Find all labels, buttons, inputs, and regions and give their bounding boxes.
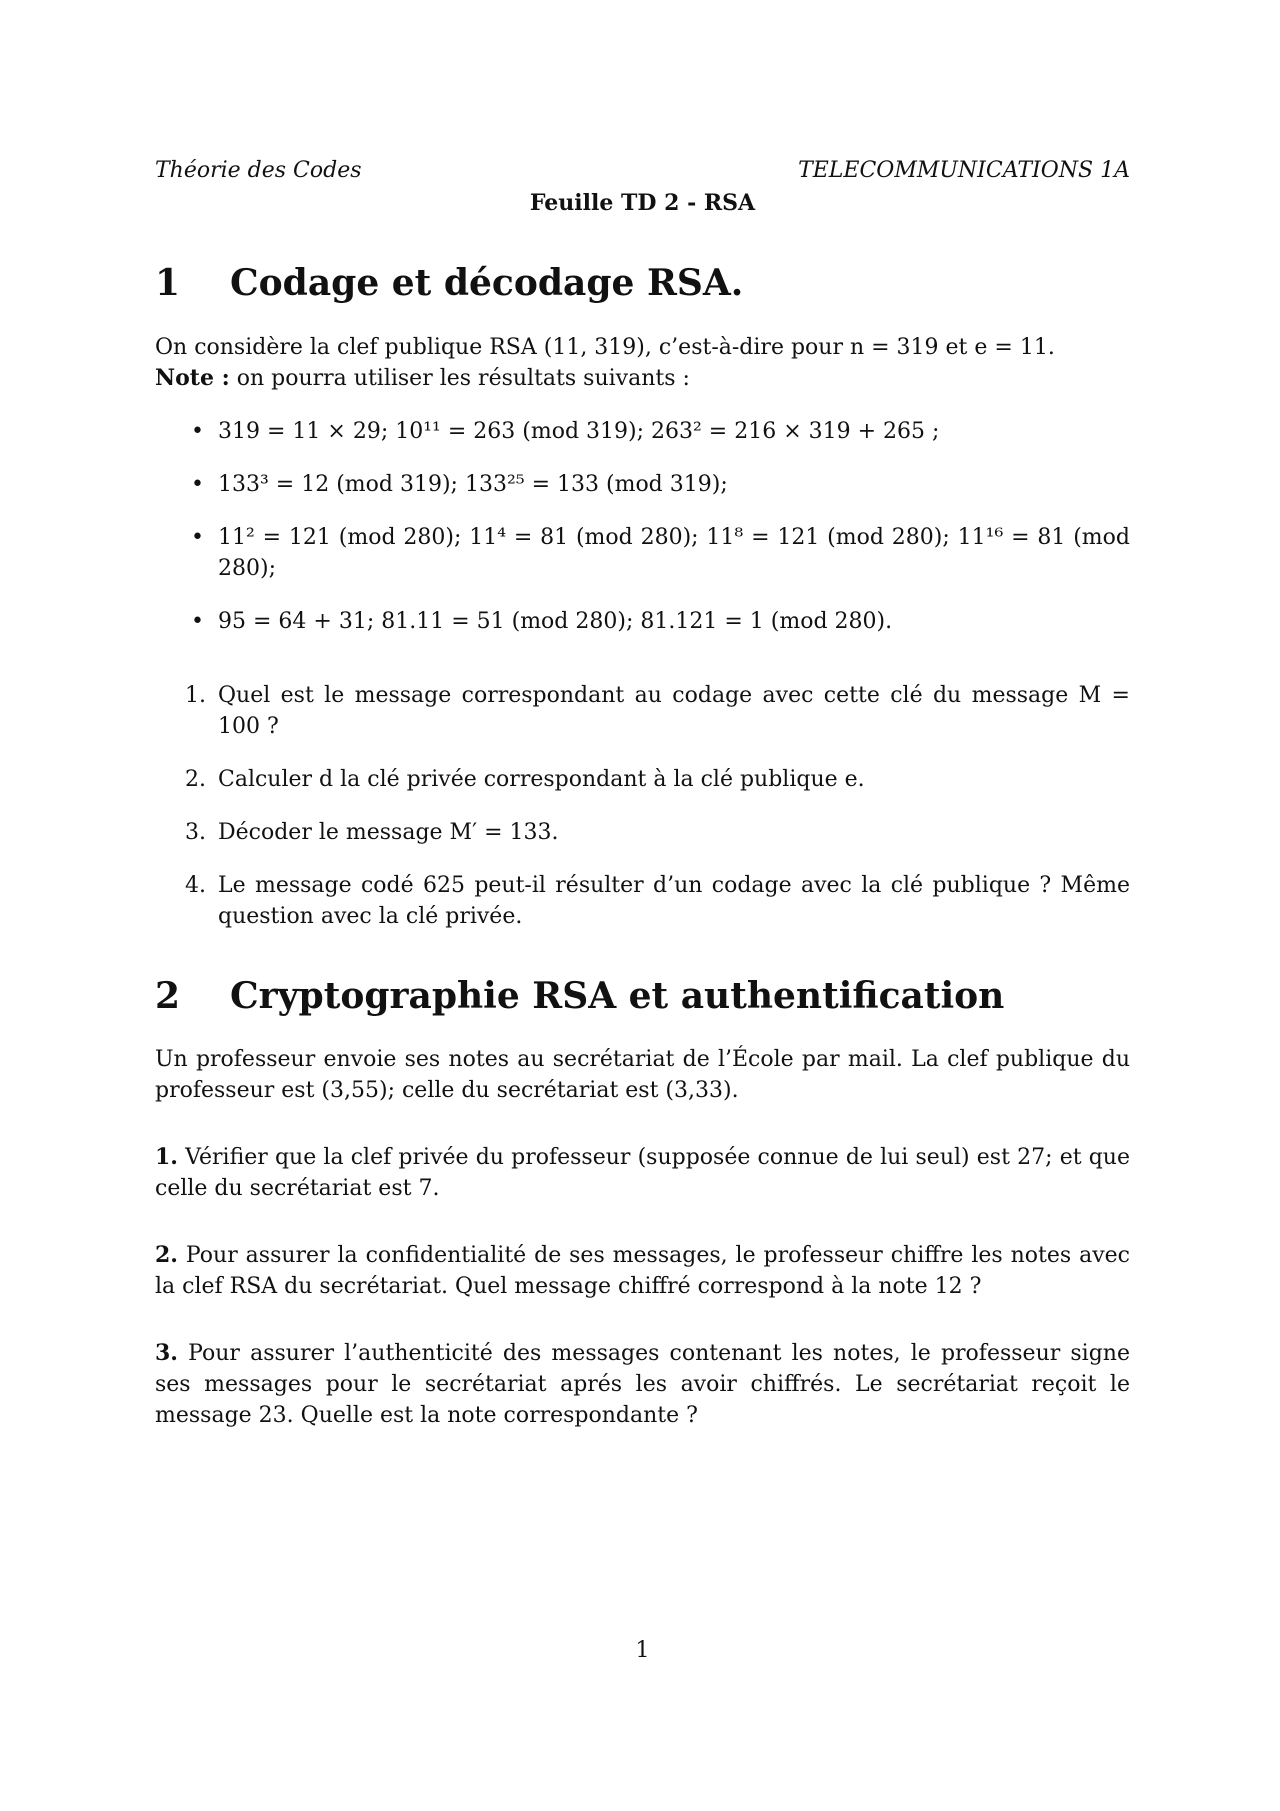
question-item xyxy=(155,870,1130,932)
question-text: Décoder le message M′ = 133. xyxy=(218,820,559,845)
note-text: on pourra utiliser les résultats suivants : xyxy=(229,366,690,391)
page-number: 1 xyxy=(635,1638,650,1663)
section-2-number: 2 xyxy=(155,975,181,1017)
exercise-number: 3. xyxy=(155,1340,178,1366)
results-list xyxy=(155,416,1130,659)
question-text: Quel est le message correspondant au codage avec cette clé du message M = 100 ? xyxy=(218,683,1130,739)
exercise-text: Pour assurer la confidentialité de ses messages, le professeur chiffre les notes avec la clef RSA du secrétariat. Quel message chiffré correspond à la note 12 ? xyxy=(155,1243,1130,1299)
exercise-text: Pour assurer l’authenticité des messages contenant les notes, le professeur signe ses messages pour le secrétariat aprés les avoir chiffrés. Le secrétariat reçoit le message 23. Quelle est la note correspondante ? xyxy=(155,1341,1130,1428)
note-line xyxy=(155,363,1130,394)
section-2-title: Cryptographie RSA et authentification xyxy=(230,975,1005,1017)
question-item xyxy=(155,680,1130,742)
section-1-intro xyxy=(155,332,1130,394)
exercise-text: Vérifier que la clef privée du professeur (supposée connue de lui seul) est 27; et que celle du secrétariat est 7. xyxy=(155,1145,1130,1201)
list-item: • 319 = 11 × 29; 10¹¹ = 263 (mod 319); 263² = 216 × 319 + 265 ; xyxy=(155,416,1130,447)
question-number: 2. xyxy=(185,767,206,792)
question-number: 1. xyxy=(185,683,206,708)
exercise-number: 1. xyxy=(155,1144,178,1170)
header-program: TELECOMMUNICATIONS 1A xyxy=(798,158,1130,183)
section-1-number: 1 xyxy=(155,262,181,304)
note-label: Note : xyxy=(155,365,230,391)
exercise-item xyxy=(155,1142,1130,1204)
intro-line: On considère la clef publique RSA (11, 319), c’est-à-dire pour n = 319 et e = 11. xyxy=(155,335,1055,360)
section-2-intro: Un professeur envoie ses notes au secrétariat de l’École par mail. La clef publique du professeur est (3,55); celle du secrétariat est (3,33). xyxy=(155,1047,1130,1103)
section-1-title: Codage et décodage RSA. xyxy=(230,262,744,304)
exercise-item xyxy=(155,1338,1130,1431)
question-number: 3. xyxy=(185,820,206,845)
section-1-questions xyxy=(155,680,1130,954)
exercise-item xyxy=(155,1240,1130,1302)
list-item: • 11² = 121 (mod 280); 11⁴ = 81 (mod 280); 11⁸ = 121 (mod 280); 11¹⁶ = 81 (mod 280); xyxy=(155,522,1130,584)
running-header xyxy=(155,158,1130,183)
section-2-heading xyxy=(155,975,1004,1017)
question-text: Le message codé 625 peut-il résulter d’un codage avec la clé publique ? Même question avec la clé privée. xyxy=(218,873,1130,929)
list-item: • 95 = 64 + 31; 81.11 = 51 (mod 280); 81.121 = 1 (mod 280). xyxy=(155,606,1130,637)
document-title: Feuille TD 2 - RSA xyxy=(529,190,756,216)
list-item: • 133³ = 12 (mod 319); 133²⁵ = 133 (mod 319); xyxy=(155,469,1130,500)
question-text: Calculer d la clé privée correspondant à la clé publique e. xyxy=(218,767,865,792)
question-number: 4. xyxy=(185,873,206,898)
question-item xyxy=(155,817,1130,848)
section-1-heading xyxy=(155,262,743,304)
document-page xyxy=(155,0,1130,1811)
header-course: Théorie des Codes xyxy=(155,158,362,183)
exercise-number: 2. xyxy=(155,1242,178,1268)
question-item xyxy=(155,764,1130,795)
